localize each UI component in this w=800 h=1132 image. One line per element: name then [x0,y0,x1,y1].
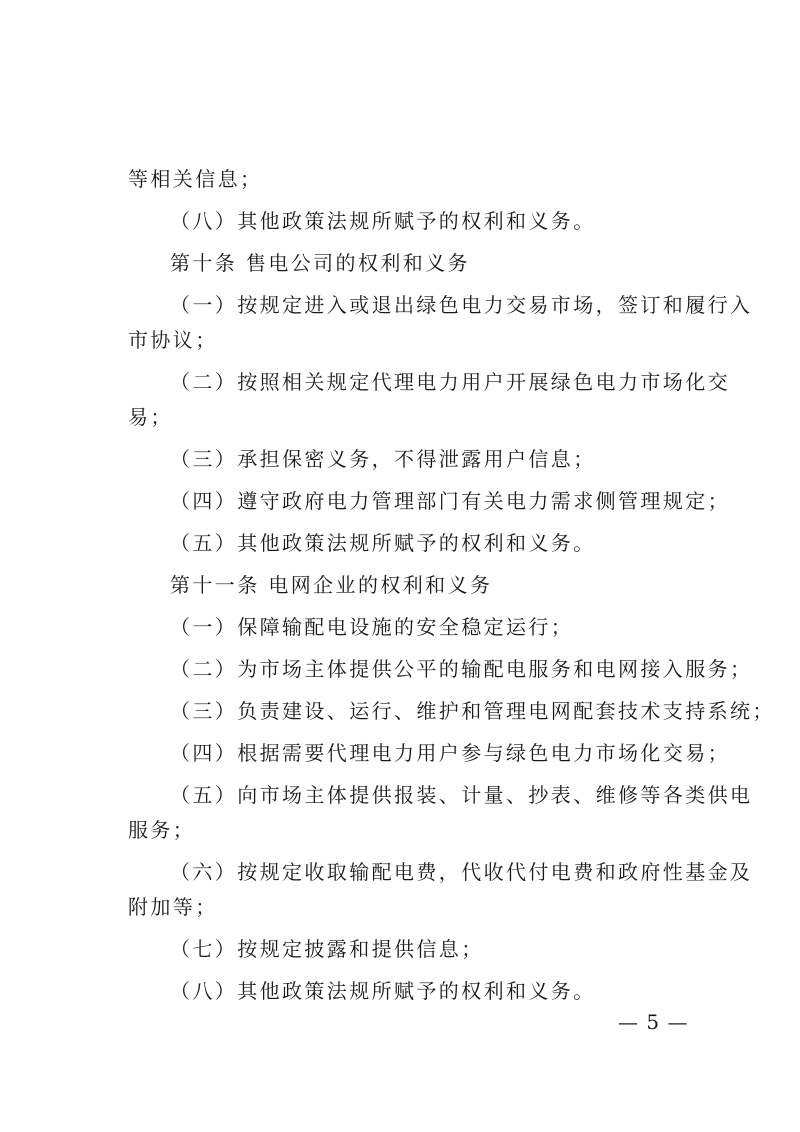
article-heading: 第十条 售电公司的权利和义务 [170,251,470,275]
list-item: （一）按规定进入或退出绿色电力交易市场，签订和履行入 [170,293,753,317]
list-item: （三）承担保密义务，不得泄露用户信息； [170,447,596,471]
list-item: （八）其他政策法规所赋予的权利和义务。 [170,979,596,1003]
list-item-continuation: 易； [128,405,173,429]
list-item-continuation: 附加等； [128,895,218,919]
list-item-continuation: 服务； [128,818,196,842]
list-item: （四）根据需要代理电力用户参与绿色电力市场化交易； [170,741,730,765]
list-item: （八）其他政策法规所赋予的权利和义务。 [170,209,596,233]
list-item: （七）按规定披露和提供信息； [170,937,484,961]
list-item: （二）按照相关规定代理电力用户开展绿色电力市场化交 [170,370,730,394]
list-item: （六）按规定收取输配电费，代收代付电费和政府性基金及 [170,860,753,884]
article-heading: 第十一条 电网企业的权利和义务 [170,573,493,597]
document-body [128,166,775,1004]
list-item: （五）向市场主体提供报装、计量、抄表、维修等各类供电 [170,783,753,807]
list-item: （二）为市场主体提供公平的输配电服务和电网接入服务； [170,657,753,681]
list-item: （五）其他政策法规所赋予的权利和义务。 [170,531,596,555]
list-item: （四）遵守政府电力管理部门有关电力需求侧管理规定； [170,489,730,513]
text-line: 等相关信息； [128,167,263,191]
list-item: （三）负责建设、运行、维护和管理电网配套技术支持系统； [170,699,775,723]
list-item-continuation: 市协议； [128,328,218,352]
page-number: — 5 — [618,1010,689,1034]
list-item: （一）保障输配电设施的安全稳定运行； [170,615,574,639]
